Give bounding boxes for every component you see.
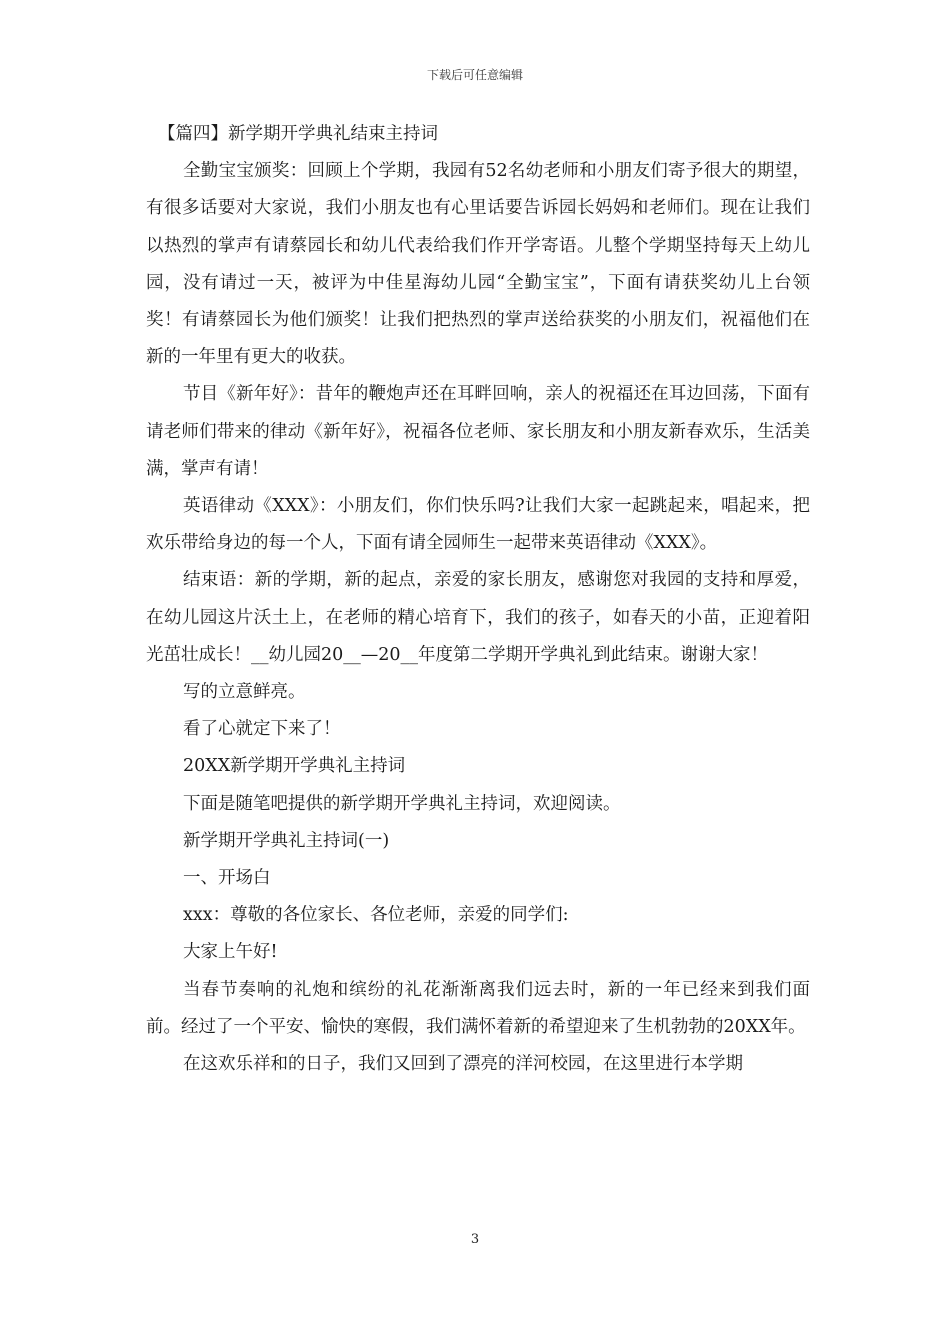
paragraph-comment-2: 看了心就定下来了！ — [183, 719, 341, 740]
paragraph-comment-1: 写的立意鲜亮。 — [183, 682, 306, 703]
page-header: 下载后可任意编辑 — [426, 68, 523, 82]
paragraph-intro: 下面是随笔吧提供的新学期开学典礼主持词，欢迎阅读。 — [183, 793, 621, 814]
paragraph-greeting: xxx：尊敬的各位家长、各位老师，亲爱的同学们: — [183, 905, 569, 926]
page-number: 3 — [470, 1232, 480, 1247]
paragraph-campus: 在这欢乐祥和的日子，我们又回到了漂亮的洋河校园，在这里进行本学期 — [183, 1054, 743, 1075]
paragraph-english-rhythm: 英语律动《XXX》：小朋友们，你们快乐吗?让我们大家一起跳起来，唱起来，把欢乐带给身边的每一个人，下面有请全园师生一起带来英语律动《XXX》。 — [146, 496, 810, 554]
paragraph-opening-heading: 一、开场白 — [183, 868, 271, 889]
document-body — [146, 116, 810, 1083]
paragraph-good-morning: 大家上午好! — [183, 942, 278, 963]
section-heading: 【篇四】新学期开学典礼结束主持词 — [158, 124, 438, 144]
paragraph-title-20xx: 20XX新学期开学典礼主持词 — [183, 756, 406, 777]
paragraph-spring: 当春节奏响的礼炮和缤纷的礼花渐渐离我们远去时，新的一年已经来到我们面前。经过了一个平安、愉快的寒假，我们满怀着新的希望迎来了生机勃勃的20XX年。 — [146, 979, 810, 1037]
paragraph-award: 全勤宝宝颁奖：回顾上个学期，我园有52名幼老师和小朋友们寄予很大的期望，有很多话要对大家说，我们小朋友也有心里话要告诉园长妈妈和老师们。现在让我们以热烈的掌声有请蔡园长和幼儿代表给我们作开学寄语。儿整个学期坚持每天上幼儿园，没有请过一天，被评为中佳星海幼儿园“全勤宝宝”，下面有请获奖幼儿上台领奖！有请蔡园长为他们颁奖！让我们把热烈的掌声送给获奖的小朋友们，祝福他们在新的一年里有更大的收获。 — [146, 161, 810, 368]
paragraph-new-year-program: 节目《新年好》：昔年的鞭炮声还在耳畔回响，亲人的祝福还在耳边回荡，下面有请老师们带来的律动《新年好》，祝福各位老师、家长朋友和小朋友新春欢乐，生活美满，掌声有请！ — [146, 384, 810, 479]
paragraph-closing: 结束语：新的学期，新的起点，亲爱的家长朋友，感谢您对我园的支持和厚爱，在幼儿园这片沃土上，在老师的精心培育下，我们的孩子，如春天的小苗，正迎着阳光茁壮成长！__幼儿园20__—20__年度第二学期开学典礼到此结束。谢谢大家！ — [146, 570, 810, 665]
paragraph-subtitle-1: 新学期开学典礼主持词(一) — [183, 830, 390, 851]
